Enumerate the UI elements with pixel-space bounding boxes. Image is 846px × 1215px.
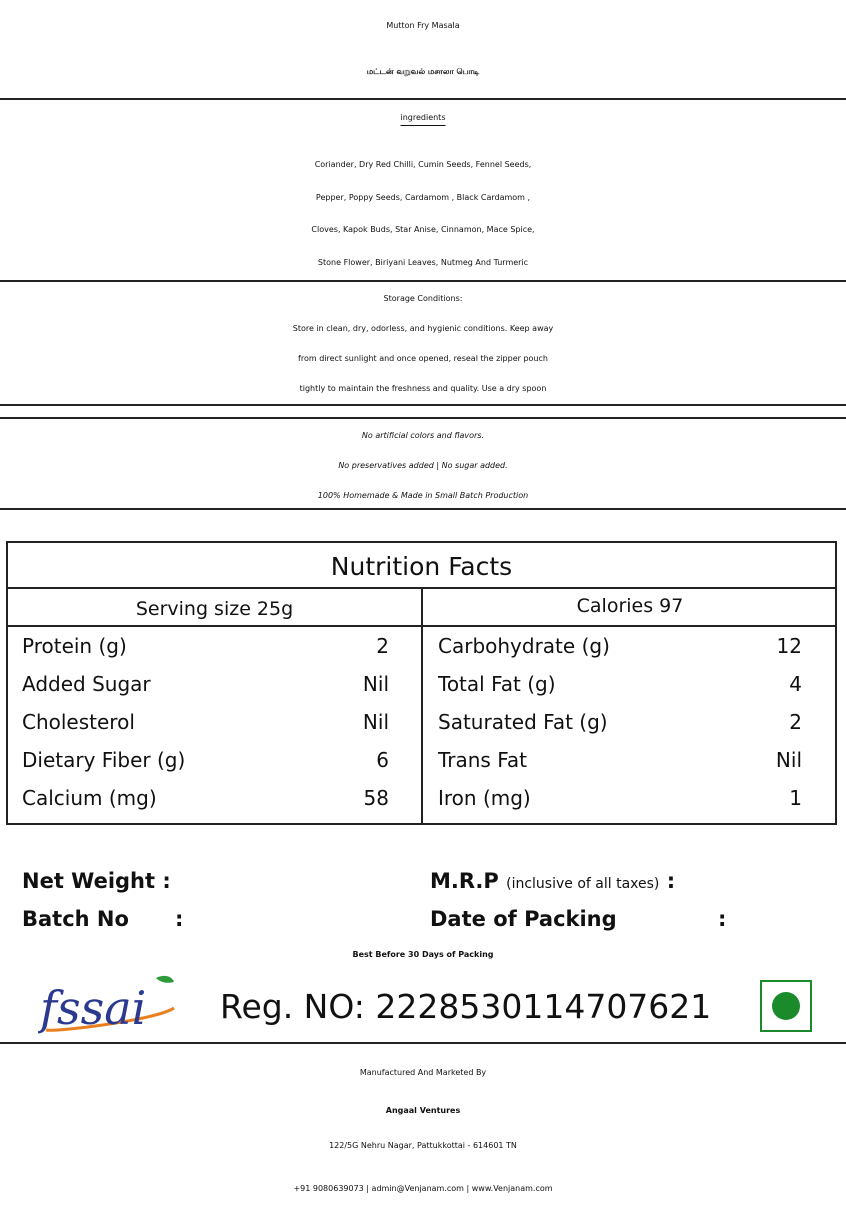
serving-size: Serving size 25g xyxy=(135,598,294,620)
fssai-leaf-icon xyxy=(156,976,174,983)
divider xyxy=(0,417,846,419)
date-of-packing-label: Date of Packing xyxy=(430,907,617,931)
nutrient-label: Dietary Fiber (g) xyxy=(22,748,186,772)
note-line: No preservatives added | No sugar added. xyxy=(338,461,508,470)
product-title-tamil: மட்டன் வறுவல் மசாலா பொடி xyxy=(366,67,480,76)
calories: Calories 97 xyxy=(576,595,684,617)
company-name: Angaal Ventures xyxy=(385,1106,461,1115)
nutrient-value: 2 xyxy=(376,634,389,658)
note-line: 100% Homemade & Made in Small Batch Production xyxy=(317,491,529,500)
nutrient-value: 1 xyxy=(789,786,802,810)
nutrient-row xyxy=(22,741,389,779)
nutrient-value: Nil xyxy=(775,748,802,772)
batch-no-label: Batch No xyxy=(22,907,129,931)
storage-line: from direct sunlight and once opened, reseal the zipper pouch xyxy=(298,354,548,363)
date-of-packing-colon: : xyxy=(718,907,727,931)
batch-no-colon: : xyxy=(175,907,184,931)
vegetarian-mark-icon xyxy=(760,980,812,1032)
registration-number: Reg. NO: 22285301147076​21 xyxy=(220,987,712,1026)
manufactured-by: Manufactured And Marketed By xyxy=(359,1068,487,1077)
nutrient-label: Trans Fat xyxy=(438,748,527,772)
divider xyxy=(0,1042,846,1044)
fssai-logo xyxy=(38,972,180,1038)
ingredients-line: Coriander, Dry Red Chilli, Cumin Seeds, Fennel Seeds, xyxy=(314,160,532,169)
nutrient-value: 2 xyxy=(789,710,802,734)
divider xyxy=(0,404,846,406)
nutrient-label: Total Fat (g) xyxy=(438,672,556,696)
product-notes xyxy=(0,421,846,511)
nutrition-facts-table xyxy=(6,541,837,825)
nutrient-label: Calcium (mg) xyxy=(22,786,157,810)
contact-line: +91 9080639073 | admin@Venjanam.com | www.Venjanam.com xyxy=(293,1184,553,1193)
ingredients-line: Pepper, Poppy Seeds, Cardamom , Black Cardamom , xyxy=(315,192,531,202)
product-title: Mutton Fry Masala xyxy=(386,21,460,30)
ingredients-list xyxy=(0,149,846,279)
nutrient-value: 4 xyxy=(789,672,802,696)
mrp-label xyxy=(430,866,675,899)
nutrient-row xyxy=(438,627,802,665)
best-before: Best Before 30 Days of Packing xyxy=(352,950,494,959)
storage-heading: Storage Conditions: xyxy=(383,294,463,303)
table-column-divider xyxy=(421,589,423,825)
company-address: 122/5G Nehru Nagar, Pattukkottai - 614601 TN xyxy=(329,1141,517,1150)
nutrient-value: 6 xyxy=(376,748,389,772)
divider xyxy=(0,508,846,510)
nutrient-label: Carbohydrate (g) xyxy=(438,634,610,658)
nutrient-row xyxy=(438,779,802,817)
nutrient-label: Protein (g) xyxy=(22,634,127,658)
nutrient-label: Added Sugar xyxy=(22,672,151,696)
storage-text xyxy=(0,314,846,404)
ingredients-heading: ingredients xyxy=(400,113,446,122)
storage-line: Store in clean, dry, odorless, and hygienic conditions. Keep away xyxy=(292,324,554,333)
divider xyxy=(0,280,846,282)
note-line: No artificial colors and flavors. xyxy=(361,431,485,440)
mrp-colon: : xyxy=(666,869,676,893)
nutrient-label: Cholesterol xyxy=(22,710,135,734)
nutrient-value: 12 xyxy=(776,634,802,658)
nutrient-row xyxy=(438,665,802,703)
net-weight-label: Net Weight : xyxy=(22,869,171,893)
nutrient-row xyxy=(438,741,802,779)
nutrient-label: Iron (mg) xyxy=(438,786,531,810)
nutrient-row xyxy=(22,779,389,817)
nutrient-value: 58 xyxy=(363,786,389,810)
vegetarian-dot xyxy=(772,992,800,1020)
nutrient-value: Nil xyxy=(362,710,389,734)
nutrient-row xyxy=(22,703,389,741)
fssai-wordmark: fssai xyxy=(40,981,147,1035)
nutrient-row xyxy=(438,703,802,741)
mrp-tax-note: (inclusive of all taxes) xyxy=(506,876,660,892)
nutrient-value: Nil xyxy=(362,672,389,696)
mrp-text: M.R.P xyxy=(430,869,499,893)
nutrition-facts-title: Nutrition Facts xyxy=(8,543,835,589)
ingredients-line: Stone Flower, Biriyani Leaves, Nutmeg And Turmeric xyxy=(317,257,529,267)
nutrient-row xyxy=(22,665,389,703)
nutrient-row xyxy=(22,627,389,665)
nutrient-label: Saturated Fat (g) xyxy=(438,710,608,734)
storage-line: tightly to maintain the freshness and quality. Use a dry spoon xyxy=(299,384,547,393)
ingredients-line: Cloves, Kapok Buds, Star Anise, Cinnamon, Mace Spice, xyxy=(311,225,535,234)
